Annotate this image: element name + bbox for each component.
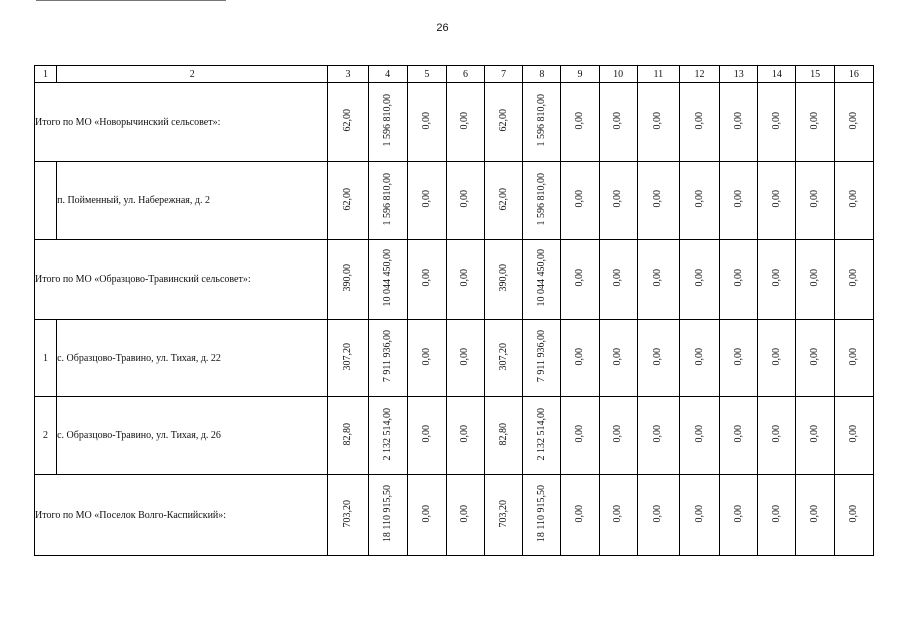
report-table [34,65,874,556]
column-header: 13 [720,66,758,83]
value-cell [720,83,758,162]
cell-value: 1 596 810,00 [535,172,547,226]
cell-value: 0,00 [420,190,432,208]
row-label: Итого по МО «Поселок Волго-Каспийский»: [35,475,328,556]
cell-value: 0,00 [612,269,624,287]
value-cell [523,240,561,320]
cell-value: 703,20 [497,499,509,528]
cell-value: 0,00 [459,269,471,287]
row-number: 1 [35,320,57,397]
cell-value: 0,00 [652,347,664,366]
column-header: 2 [57,66,328,83]
cell-value: 307,20 [497,342,509,371]
value-cell [407,320,446,397]
value-cell [758,162,796,240]
cell-value: 0,00 [770,190,782,208]
column-header: 1 [35,66,57,83]
cell-value: 1 596 810,00 [381,94,393,147]
value-cell [328,320,368,397]
cell-value: 2 132 514,00 [535,407,547,461]
value-cell [720,397,758,475]
cell-value: 0,00 [420,269,432,287]
cell-value: 0,00 [847,111,859,130]
value-cell [637,162,679,240]
cell-value: 0,00 [770,269,782,287]
value-cell [637,83,679,162]
value-cell [796,320,834,397]
cell-value: 10 044 450,00 [535,249,547,307]
cell-value: 7 911 936,00 [381,330,393,383]
cell-value: 0,00 [612,190,624,208]
column-header: 12 [679,66,719,83]
cell-value: 0,00 [612,347,624,366]
value-cell [561,397,599,475]
cell-value: 18 110 915,50 [535,484,547,543]
value-cell [368,320,407,397]
value-cell [485,397,523,475]
value-cell [679,397,719,475]
cell-value: 0,00 [459,425,471,443]
column-header: 6 [446,66,484,83]
cell-value: 0,00 [459,111,471,130]
cell-value: 0,00 [693,269,705,287]
value-cell [561,240,599,320]
column-header: 11 [637,66,679,83]
cell-value: 0,00 [574,504,585,523]
value-cell [523,320,561,397]
cell-value: 62,00 [497,109,509,132]
cell-value: 0,00 [574,190,585,208]
value-cell [834,475,873,556]
value-cell [407,162,446,240]
cell-value: 0,00 [809,347,821,366]
cell-value: 0,00 [574,111,585,130]
cell-value: 10 044 450,00 [381,249,393,307]
row-number: 2 [35,397,57,475]
row-label: Итого по МО «Новорычинский сельсовет»: [35,83,328,162]
column-header: 15 [796,66,834,83]
cell-value: 0,00 [652,425,664,443]
cell-value: 0,00 [809,190,821,208]
row-address: с. Образцово-Травино, ул. Тихая, д. 22 [57,320,328,397]
cell-value: 0,00 [574,425,585,443]
cell-value: 0,00 [809,269,821,287]
cell-value: 703,20 [341,499,353,528]
row-address: п. Пойменный, ул. Набережная, д. 2 [57,162,328,240]
value-cell [834,320,873,397]
cell-value: 0,00 [847,190,859,208]
value-cell [720,240,758,320]
value-cell [446,240,484,320]
page-number: 26 [436,22,449,34]
cell-value: 0,00 [847,347,859,366]
value-cell [599,397,637,475]
table-row-total [35,240,874,320]
value-cell [485,162,523,240]
value-cell [368,397,407,475]
value-cell [485,240,523,320]
value-cell [758,83,796,162]
cell-value: 0,00 [652,190,664,208]
value-cell [720,475,758,556]
row-address: с. Образцово-Травино, ул. Тихая, д. 26 [57,397,328,475]
table-row [35,162,874,240]
value-cell [834,240,873,320]
value-cell [637,240,679,320]
cell-value: 0,00 [612,111,624,130]
value-cell [834,397,873,475]
cell-value: 0,00 [847,504,859,523]
cell-value: 0,00 [459,190,471,208]
value-cell [599,475,637,556]
value-cell [561,475,599,556]
value-cell [446,475,484,556]
cell-value: 7 911 936,00 [535,330,547,383]
cell-value: 0,00 [693,347,705,366]
value-cell [758,475,796,556]
value-cell [446,397,484,475]
value-cell [446,162,484,240]
value-cell [407,475,446,556]
cell-value: 1 596 810,00 [381,172,393,226]
value-cell [485,475,523,556]
row-number [35,162,57,240]
value-cell [523,83,561,162]
cell-value: 1 596 810,00 [535,94,547,147]
cell-value: 0,00 [732,425,744,443]
cell-value: 0,00 [770,504,782,523]
value-cell [599,320,637,397]
cell-value: 62,00 [341,109,353,132]
cell-value: 0,00 [420,425,432,443]
value-cell [599,162,637,240]
value-cell [637,320,679,397]
value-cell [561,320,599,397]
value-cell [368,475,407,556]
value-cell [328,397,368,475]
cell-value: 0,00 [847,269,859,287]
value-cell [561,162,599,240]
value-cell [407,83,446,162]
column-header: 3 [328,66,368,83]
cell-value: 0,00 [652,269,664,287]
value-cell [523,397,561,475]
cell-value: 0,00 [770,347,782,366]
value-cell [758,240,796,320]
cell-value: 0,00 [809,111,821,130]
table-row-total [35,475,874,556]
cell-value: 0,00 [732,504,744,523]
value-cell [368,240,407,320]
value-cell [796,397,834,475]
cell-value: 0,00 [420,504,432,523]
value-cell [758,397,796,475]
cell-value: 0,00 [693,190,705,208]
value-cell [796,162,834,240]
value-cell [407,240,446,320]
top-rule [36,0,226,3]
table-row [35,320,874,397]
value-cell [637,475,679,556]
value-cell [368,162,407,240]
value-cell [328,162,368,240]
value-cell [328,475,368,556]
cell-value: 0,00 [732,269,744,287]
column-header: 9 [561,66,599,83]
table-row [35,397,874,475]
value-cell [720,320,758,397]
table-body [35,83,874,556]
value-cell [679,162,719,240]
row-label: Итого по МО «Образцово-Травинский сельсовет»: [35,240,328,320]
cell-value: 82,80 [341,422,353,446]
value-cell [679,240,719,320]
cell-value: 0,00 [652,504,664,523]
value-cell [834,83,873,162]
column-header: 14 [758,66,796,83]
value-cell [796,475,834,556]
cell-value: 0,00 [847,425,859,443]
column-header: 16 [834,66,873,83]
cell-value: 0,00 [574,347,585,366]
cell-value: 0,00 [809,425,821,443]
cell-value: 18 110 915,50 [381,484,393,543]
cell-value: 62,00 [497,187,509,211]
column-header: 5 [407,66,446,83]
column-header: 10 [599,66,637,83]
cell-value: 0,00 [612,425,624,443]
cell-value: 0,00 [693,425,705,443]
value-cell [679,475,719,556]
column-header: 4 [368,66,407,83]
value-cell [561,83,599,162]
value-cell [637,397,679,475]
value-cell [485,320,523,397]
column-header: 7 [485,66,523,83]
cell-value: 0,00 [693,504,705,523]
cell-value: 0,00 [770,425,782,443]
cell-value: 0,00 [420,111,432,130]
cell-value: 0,00 [459,347,471,366]
table-row-total [35,83,874,162]
cell-value: 2 132 514,00 [381,407,393,461]
value-cell [796,83,834,162]
value-cell [834,162,873,240]
cell-value: 390,00 [497,264,509,292]
column-header: 8 [523,66,561,83]
cell-value: 0,00 [693,111,705,130]
cell-value: 82,80 [497,422,509,446]
cell-value: 0,00 [612,504,624,523]
cell-value: 0,00 [732,111,744,130]
value-cell [599,240,637,320]
cell-value: 390,00 [341,264,353,292]
value-cell [599,83,637,162]
cell-value: 0,00 [732,347,744,366]
cell-value: 0,00 [732,190,744,208]
cell-value: 0,00 [652,111,664,130]
value-cell [679,83,719,162]
value-cell [758,320,796,397]
cell-value: 0,00 [574,269,585,287]
value-cell [368,83,407,162]
value-cell [485,83,523,162]
value-cell [679,320,719,397]
header-row [35,66,874,83]
value-cell [446,83,484,162]
value-cell [407,397,446,475]
value-cell [328,83,368,162]
value-cell [523,162,561,240]
value-cell [328,240,368,320]
cell-value: 0,00 [809,504,821,523]
cell-value: 62,00 [341,187,353,211]
cell-value: 307,20 [341,342,353,371]
value-cell [796,240,834,320]
cell-value: 0,00 [420,347,432,366]
cell-value: 0,00 [770,111,782,130]
value-cell [720,162,758,240]
value-cell [523,475,561,556]
value-cell [446,320,484,397]
cell-value: 0,00 [459,504,471,523]
